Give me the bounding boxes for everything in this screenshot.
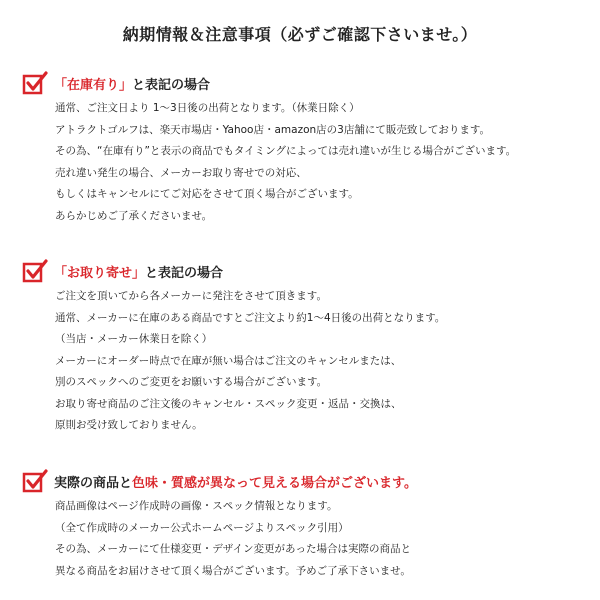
body-line: 商品画像はページ作成時の画像・スペック情報となります。	[55, 500, 338, 512]
section-color-notice	[22, 468, 592, 582]
body-line: アトラクトゴルフは、楽天市場店・Yahoo店・amazon店の3店舗にて販売致しております。	[55, 123, 491, 136]
section-body	[55, 98, 592, 227]
body-line: その為、“在庫有り”と表示の商品でもタイミングによっては売れ違いが生じる場合がございます。	[55, 145, 517, 157]
checkbox-check-icon	[22, 258, 48, 284]
heading-highlight: 「在庫有り」	[54, 77, 133, 93]
checkbox-check-icon	[22, 70, 48, 96]
section-heading	[22, 258, 592, 284]
section-body	[55, 496, 592, 582]
checkbox-check-icon	[22, 468, 48, 494]
body-line: 通常、ご注文日より 1〜3日後の出荷となります。（休業日除く）	[55, 102, 360, 114]
section-heading	[22, 468, 592, 494]
heading-highlight: 「お取り寄せ」	[54, 265, 146, 281]
section-body	[55, 286, 592, 437]
body-line: ご注文を頂いてから各メーカーに発注をさせて頂きます。	[55, 290, 327, 302]
section-heading	[22, 70, 592, 96]
page-title: 納期情報＆注意事項（必ずご確認下さいませ。）	[122, 25, 478, 44]
body-line: あらかじめご了承くださいませ。	[55, 209, 213, 222]
section-in-stock	[22, 70, 592, 227]
body-line: （全て作成時のメーカー公式ホームページよりスペック引用）	[55, 521, 349, 534]
body-line: 売れ違い発生の場合、メーカーお取り寄せでの対応、	[55, 166, 307, 179]
body-line: 原則お受け致しておりません。	[55, 419, 203, 431]
heading-label: と表記の場合	[145, 265, 224, 281]
body-line: もしくはキャンセルにてご対応をさせて頂く場合がございます。	[55, 188, 359, 200]
body-line: 通常、メーカーに在庫のある商品ですとご注文より約1〜4日後の出荷となります。	[55, 311, 446, 324]
heading-highlight: 色味・質感が異なって見える場合がございます。	[132, 475, 417, 491]
heading-label: 実際の商品と	[54, 475, 133, 491]
body-line: （当店・メーカー休業日を除く）	[55, 333, 213, 345]
body-line: メーカーにオーダー時点で在庫が無い場合はご注文のキャンセルまたは、	[55, 354, 402, 367]
body-line: その為、メーカーにて仕様変更・デザイン変更があった場合は実際の商品と	[55, 543, 411, 555]
section-backorder	[22, 258, 592, 437]
body-line: 別のスペックへのご変更をお願いする場合がございます。	[55, 376, 328, 388]
body-line: 異なる商品をお届けさせて頂く場合がございます。予めご了承下さいませ。	[55, 564, 411, 577]
heading-label: と表記の場合	[132, 77, 211, 93]
body-line: お取り寄せ商品のご注文後のキャンセル・スペック変更・返品・交換は、	[55, 397, 402, 410]
